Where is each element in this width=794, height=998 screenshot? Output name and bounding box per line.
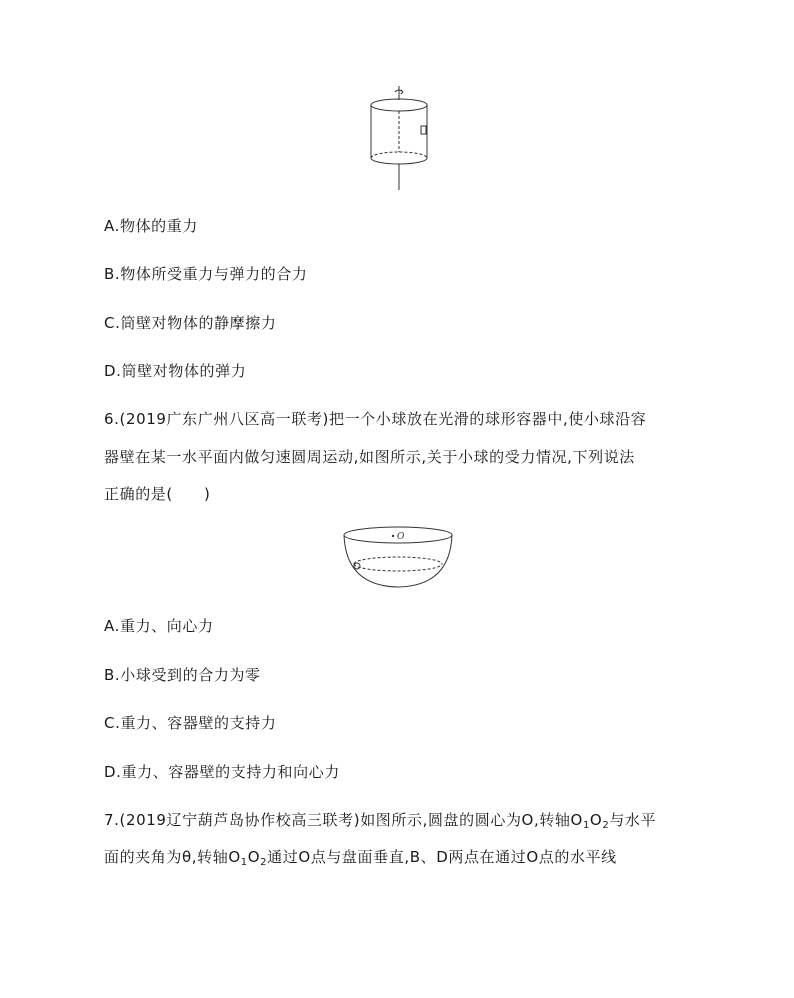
q6-option-c: C.重力、容器壁的支持力 bbox=[104, 714, 277, 732]
hemispherical-bowl-figure bbox=[340, 524, 456, 590]
q6-option-d: D.重力、容器壁的支持力和向心力 bbox=[104, 763, 340, 781]
q6-option-b: B.小球受到的合力为零 bbox=[104, 666, 261, 684]
q6-option-a: A.重力、向心力 bbox=[104, 617, 214, 635]
q5-option-c: C.筒壁对物体的静摩擦力 bbox=[104, 314, 277, 332]
rotating-cylinder-figure bbox=[362, 86, 434, 192]
q7-stem-line-1: 7.(2019辽宁葫芦岛协作校高三联考)如图所示,圆盘的圆心为O,转轴$O_1O_2$与水平 bbox=[104, 811, 657, 831]
q6-stem-line-3: 正确的是( ) bbox=[104, 485, 211, 503]
q5-option-a: A.物体的重力 bbox=[104, 217, 198, 235]
q5-option-d: D.筒壁对物体的弹力 bbox=[104, 362, 247, 380]
q6-stem-line-1: 6.(2019广东广州八区高一联考)把一个小球放在光滑的球形容器中,使小球沿容 bbox=[104, 410, 647, 428]
q6-stem-line-2: 器壁在某一水平面内做匀速圆周运动,如图所示,关于小球的受力情况,下列说法 bbox=[104, 448, 635, 466]
q5-option-b: B.物体所受重力与弹力的合力 bbox=[104, 265, 308, 283]
bowl-center-label: O bbox=[397, 532, 405, 542]
q7-stem-line-2: 面的夹角为θ,转轴$O_1O_2$通过O点与盘面垂直,B、D两点在通过O点的水平线 bbox=[104, 848, 617, 868]
